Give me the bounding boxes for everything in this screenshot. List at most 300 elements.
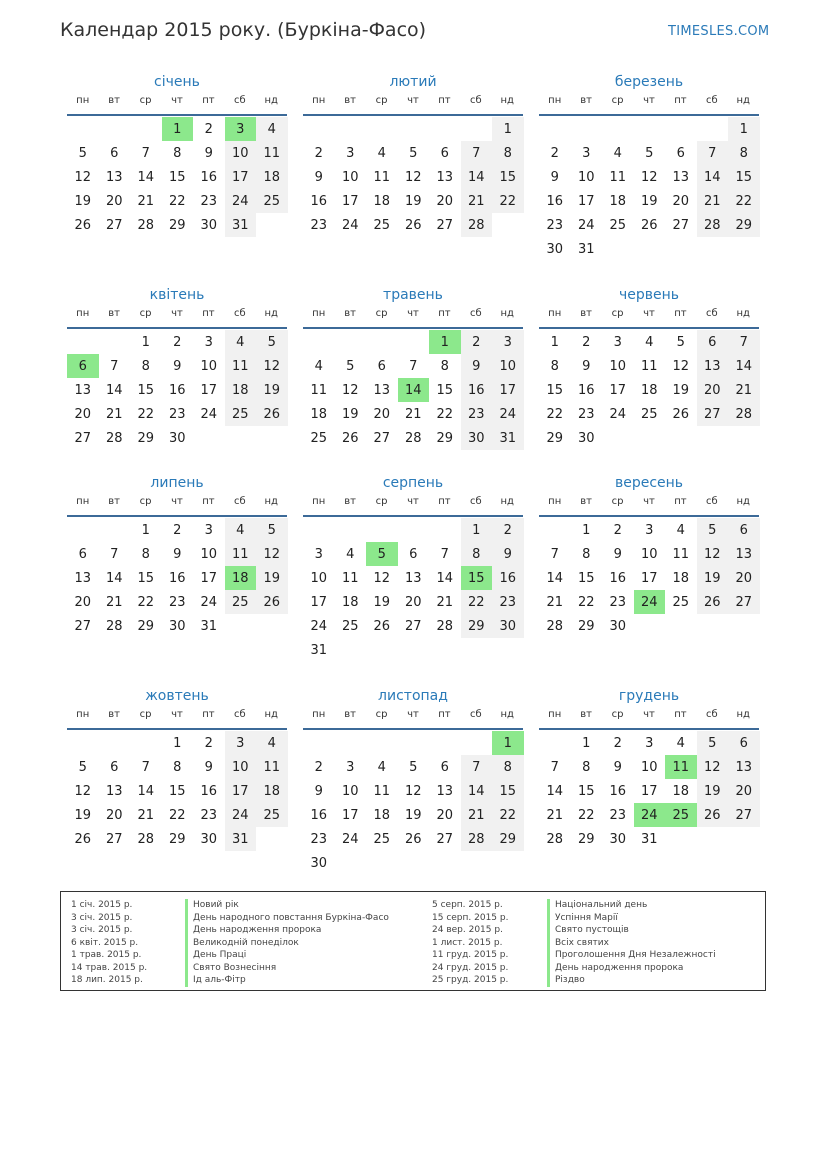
legend-dates-right <box>432 899 508 987</box>
day-cell: 30 <box>461 426 493 450</box>
day-cell: 7 <box>550 546 559 562</box>
empty-cell <box>665 117 697 141</box>
holiday-day-cell: 3 <box>225 117 257 141</box>
day-cell: 14 <box>436 570 454 586</box>
day-cell: 23 <box>200 193 218 209</box>
empty-cell <box>335 731 367 755</box>
day-cell: 25 <box>256 189 288 213</box>
day-cell: 29 <box>137 618 155 634</box>
day-cell: 24 <box>492 402 524 426</box>
day-cell: 1 <box>582 522 591 538</box>
day-cell: 27 <box>728 590 760 614</box>
empty-cell <box>398 518 430 542</box>
day-cell: 13 <box>74 570 92 586</box>
weekday-header <box>303 496 523 510</box>
day-cell: 5 <box>409 759 418 775</box>
day-cell: 20 <box>74 594 92 610</box>
month-name: січень <box>154 74 200 90</box>
day-cell: 14 <box>546 783 564 799</box>
day-cell: 28 <box>546 618 564 634</box>
day-cell: 10 <box>609 358 627 374</box>
day-cell: 20 <box>105 807 123 823</box>
month-name: жовтень <box>145 688 209 704</box>
month-rule <box>303 728 523 730</box>
day-cell: 31 <box>200 618 218 634</box>
month-3 <box>539 74 759 261</box>
weekday-label: пн <box>76 709 90 720</box>
legend-date: 11 груд. 2015 р. <box>432 950 509 960</box>
day-cell: 27 <box>436 831 454 847</box>
month-name: вересень <box>614 475 684 491</box>
day-cell: 26 <box>640 217 658 233</box>
day-cell: 10 <box>225 141 257 165</box>
day-cell: 25 <box>310 430 328 446</box>
day-cell: 13 <box>436 169 454 185</box>
day-cell: 3 <box>613 334 622 350</box>
day-cell: 4 <box>613 145 622 161</box>
weekday-label: сб <box>469 709 482 720</box>
day-cell: 14 <box>461 779 493 803</box>
month-name: липень <box>150 475 204 491</box>
day-cell: 7 <box>409 358 418 374</box>
day-cell: 16 <box>310 807 328 823</box>
legend-holiday-name: Свято Вознесіння <box>185 962 389 975</box>
day-cell: 29 <box>577 831 595 847</box>
empty-cell <box>429 731 461 755</box>
day-cell: 28 <box>404 430 422 446</box>
holiday-day-cell: 6 <box>67 354 99 378</box>
day-cell: 3 <box>204 334 213 350</box>
day-cell: 6 <box>440 145 449 161</box>
day-cell: 18 <box>341 594 359 610</box>
day-cell: 14 <box>728 354 760 378</box>
day-cell: 27 <box>728 803 760 827</box>
day-cell: 24 <box>341 217 359 233</box>
weekday-label: сб <box>469 496 482 507</box>
day-cell: 29 <box>546 430 564 446</box>
day-cell: 11 <box>640 358 658 374</box>
day-cell: 17 <box>310 594 328 610</box>
month-6 <box>539 287 759 450</box>
weekday-label: ср <box>375 95 388 106</box>
day-cell: 25 <box>672 594 690 610</box>
day-cell: 4 <box>256 731 288 755</box>
day-cell: 12 <box>697 755 729 779</box>
day-cell: 6 <box>728 518 760 542</box>
day-cell: 1 <box>141 522 150 538</box>
day-cell: 7 <box>141 145 150 161</box>
weekday-label: нд <box>500 496 514 507</box>
day-cell: 30 <box>168 618 186 634</box>
day-cell: 26 <box>697 590 729 614</box>
day-cell: 21 <box>728 378 760 402</box>
day-cell: 13 <box>672 169 690 185</box>
day-cell: 19 <box>74 193 92 209</box>
weekday-label: ср <box>375 496 388 507</box>
month-rule <box>67 515 287 517</box>
weekday-header <box>303 95 523 109</box>
day-cell: 11 <box>341 570 359 586</box>
day-cell: 22 <box>728 189 760 213</box>
day-cell: 11 <box>225 354 257 378</box>
day-cell: 3 <box>492 330 524 354</box>
day-cell: 16 <box>200 783 218 799</box>
weekday-label: чт <box>171 709 183 720</box>
day-cell: 11 <box>373 169 391 185</box>
day-cell: 8 <box>582 546 591 562</box>
day-cell: 12 <box>256 542 288 566</box>
day-cell: 3 <box>346 759 355 775</box>
holiday-day-cell: 15 <box>461 566 493 590</box>
day-cell: 6 <box>409 546 418 562</box>
day-cell: 14 <box>105 570 123 586</box>
day-cell: 2 <box>492 518 524 542</box>
weekday-header <box>303 308 523 322</box>
day-cell: 21 <box>137 193 155 209</box>
weekday-label: ср <box>139 709 152 720</box>
day-cell: 30 <box>492 614 524 638</box>
day-cell: 5 <box>409 145 418 161</box>
month-rule <box>539 515 759 517</box>
day-cell: 15 <box>168 783 186 799</box>
day-cell: 2 <box>314 145 323 161</box>
day-cell: 10 <box>341 169 359 185</box>
empty-cell <box>335 330 367 354</box>
day-cell: 25 <box>609 217 627 233</box>
day-cell: 3 <box>645 735 654 751</box>
empty-cell <box>99 117 131 141</box>
weekday-label: пт <box>202 308 215 319</box>
day-cell: 30 <box>609 831 627 847</box>
day-cell: 9 <box>613 546 622 562</box>
day-cell: 26 <box>256 590 288 614</box>
day-cell: 27 <box>672 217 690 233</box>
day-cell: 25 <box>373 831 391 847</box>
day-cell: 14 <box>461 165 493 189</box>
day-cell: 6 <box>110 145 119 161</box>
day-cell: 21 <box>436 594 454 610</box>
brand-link[interactable]: TIMESLES.COM <box>668 24 770 39</box>
day-cell: 28 <box>461 213 493 237</box>
day-cell: 15 <box>728 165 760 189</box>
day-cell: 15 <box>546 382 564 398</box>
day-cell: 22 <box>461 590 493 614</box>
empty-cell <box>366 518 398 542</box>
day-cell: 31 <box>577 241 595 257</box>
day-cell: 7 <box>697 141 729 165</box>
day-cell: 30 <box>200 831 218 847</box>
weekday-label: пт <box>674 709 687 720</box>
day-cell: 18 <box>310 406 328 422</box>
weekday-label: чт <box>643 709 655 720</box>
month-11 <box>303 688 523 875</box>
month-1 <box>67 74 287 237</box>
weekday-header <box>67 308 287 322</box>
day-cell: 28 <box>461 827 493 851</box>
day-cell: 25 <box>225 590 257 614</box>
day-cell: 4 <box>225 330 257 354</box>
day-cell: 23 <box>200 807 218 823</box>
day-cell: 24 <box>225 189 257 213</box>
weekday-label: чт <box>171 95 183 106</box>
day-cell: 19 <box>341 406 359 422</box>
day-cell: 10 <box>640 546 658 562</box>
day-cell: 20 <box>436 807 454 823</box>
day-cell: 26 <box>74 831 92 847</box>
day-cell: 3 <box>582 145 591 161</box>
day-cell: 18 <box>373 807 391 823</box>
day-cell: 17 <box>200 570 218 586</box>
weekday-label: нд <box>264 95 278 106</box>
legend-date: 1 січ. 2015 р. <box>71 900 133 910</box>
day-grid <box>539 731 759 851</box>
day-cell: 2 <box>461 330 493 354</box>
day-cell: 4 <box>377 145 386 161</box>
weekday-label: вт <box>580 496 592 507</box>
day-cell: 10 <box>640 759 658 775</box>
day-cell: 13 <box>105 169 123 185</box>
day-cell: 8 <box>173 145 182 161</box>
legend-dates-left <box>71 899 147 987</box>
day-cell: 24 <box>200 406 218 422</box>
legend-date: 25 груд. 2015 р. <box>432 975 509 985</box>
day-cell: 2 <box>550 145 559 161</box>
day-cell: 28 <box>546 831 564 847</box>
day-cell: 23 <box>310 217 328 233</box>
day-cell: 12 <box>74 783 92 799</box>
day-cell: 20 <box>672 193 690 209</box>
weekday-label: чт <box>643 496 655 507</box>
day-cell: 15 <box>577 783 595 799</box>
day-cell: 17 <box>341 193 359 209</box>
day-cell: 11 <box>310 382 328 398</box>
day-cell: 17 <box>577 193 595 209</box>
day-grid <box>67 330 287 450</box>
weekday-label: нд <box>264 496 278 507</box>
weekday-label: ср <box>139 308 152 319</box>
day-cell: 13 <box>105 783 123 799</box>
day-cell: 11 <box>225 542 257 566</box>
day-cell: 25 <box>225 402 257 426</box>
day-cell: 16 <box>461 378 493 402</box>
day-cell: 9 <box>173 546 182 562</box>
month-rule <box>539 327 759 329</box>
month-name: червень <box>618 287 680 303</box>
day-cell: 23 <box>577 406 595 422</box>
weekday-header <box>303 709 523 723</box>
weekday-label: пн <box>312 496 326 507</box>
holiday-legend <box>60 891 766 991</box>
weekday-label: пн <box>312 308 326 319</box>
empty-cell <box>697 117 729 141</box>
weekday-label: ср <box>139 496 152 507</box>
empty-cell <box>67 330 99 354</box>
day-cell: 30 <box>609 618 627 634</box>
month-rule <box>303 327 523 329</box>
day-cell: 6 <box>78 546 87 562</box>
holiday-day-cell: 25 <box>665 803 697 827</box>
day-grid <box>303 518 523 662</box>
day-cell: 7 <box>461 755 493 779</box>
day-cell: 5 <box>78 759 87 775</box>
day-cell: 15 <box>577 570 595 586</box>
day-cell: 15 <box>168 169 186 185</box>
empty-cell <box>539 731 571 755</box>
month-5 <box>303 287 523 450</box>
month-8 <box>303 475 523 662</box>
day-cell: 24 <box>341 831 359 847</box>
day-cell: 1 <box>492 117 524 141</box>
day-cell: 16 <box>609 783 627 799</box>
legend-date: 24 груд. 2015 р. <box>432 962 509 973</box>
month-rule <box>539 114 759 116</box>
day-cell: 1 <box>461 518 493 542</box>
day-cell: 28 <box>105 430 123 446</box>
day-cell: 5 <box>256 330 288 354</box>
day-cell: 1 <box>582 735 591 751</box>
month-name: березень <box>614 74 684 90</box>
day-cell: 8 <box>440 358 449 374</box>
day-cell: 20 <box>404 594 422 610</box>
weekday-header <box>539 95 759 109</box>
weekday-label: чт <box>171 496 183 507</box>
day-cell: 22 <box>168 193 186 209</box>
weekday-label: сб <box>705 308 718 319</box>
day-cell: 26 <box>404 831 422 847</box>
weekday-label: нд <box>500 709 514 720</box>
legend-date: 3 січ. 2015 р. <box>71 925 133 935</box>
day-cell: 18 <box>672 570 690 586</box>
day-cell: 21 <box>404 406 422 422</box>
day-cell: 8 <box>492 755 524 779</box>
day-cell: 20 <box>697 378 729 402</box>
weekday-label: пн <box>548 95 562 106</box>
day-cell: 4 <box>225 518 257 542</box>
day-cell: 20 <box>74 406 92 422</box>
day-cell: 23 <box>168 406 186 422</box>
day-grid <box>67 518 287 638</box>
weekday-label: чт <box>171 308 183 319</box>
day-cell: 22 <box>546 406 564 422</box>
legend-date: 3 січ. 2015 р. <box>71 912 133 923</box>
weekday-label: нд <box>500 95 514 106</box>
day-cell: 13 <box>74 382 92 398</box>
weekday-label: пн <box>548 308 562 319</box>
day-cell: 17 <box>341 807 359 823</box>
day-cell: 26 <box>697 803 729 827</box>
day-cell: 18 <box>640 382 658 398</box>
day-cell: 29 <box>728 213 760 237</box>
empty-cell <box>539 117 571 141</box>
day-cell: 22 <box>168 807 186 823</box>
day-cell: 19 <box>373 594 391 610</box>
day-cell: 23 <box>168 594 186 610</box>
day-cell: 15 <box>137 382 155 398</box>
day-cell: 23 <box>609 807 627 823</box>
day-cell: 9 <box>492 542 524 566</box>
empty-cell <box>429 117 461 141</box>
empty-cell <box>99 731 131 755</box>
month-name: лютий <box>389 74 437 90</box>
weekday-label: чт <box>643 95 655 106</box>
empty-cell <box>461 117 493 141</box>
day-cell: 23 <box>492 590 524 614</box>
day-cell: 9 <box>204 145 213 161</box>
day-cell: 26 <box>404 217 422 233</box>
day-cell: 12 <box>373 570 391 586</box>
weekday-label: вт <box>344 496 356 507</box>
day-cell: 5 <box>697 518 729 542</box>
month-name: травень <box>383 287 443 303</box>
day-cell: 20 <box>728 566 760 590</box>
weekday-label: сб <box>233 496 246 507</box>
legend-holiday-name: Свято пустощів <box>547 924 716 937</box>
holiday-day-cell: 24 <box>634 803 666 827</box>
day-cell: 21 <box>461 189 493 213</box>
weekday-label: ср <box>139 95 152 106</box>
day-cell: 4 <box>676 735 685 751</box>
weekday-label: сб <box>233 95 246 106</box>
day-cell: 17 <box>640 783 658 799</box>
day-cell: 25 <box>341 618 359 634</box>
day-cell: 12 <box>74 169 92 185</box>
weekday-header <box>539 496 759 510</box>
day-cell: 10 <box>225 755 257 779</box>
day-cell: 20 <box>436 193 454 209</box>
empty-cell <box>366 330 398 354</box>
day-cell: 19 <box>74 807 92 823</box>
empty-cell <box>398 731 430 755</box>
holiday-day-cell: 1 <box>162 117 194 141</box>
day-cell: 16 <box>168 570 186 586</box>
empty-cell <box>429 518 461 542</box>
weekday-label: пн <box>76 308 90 319</box>
day-cell: 2 <box>204 121 213 137</box>
day-grid <box>303 330 523 450</box>
day-cell: 16 <box>546 193 564 209</box>
weekday-label: вт <box>580 95 592 106</box>
empty-cell <box>398 330 430 354</box>
weekday-label: пт <box>438 95 451 106</box>
day-cell: 4 <box>676 522 685 538</box>
weekday-label: вт <box>580 308 592 319</box>
day-cell: 17 <box>640 570 658 586</box>
legend-holiday-name: Національний день <box>547 899 716 912</box>
day-cell: 30 <box>577 430 595 446</box>
day-cell: 5 <box>346 358 355 374</box>
day-cell: 28 <box>436 618 454 634</box>
day-cell: 22 <box>436 406 454 422</box>
empty-cell <box>130 117 162 141</box>
weekday-label: сб <box>469 308 482 319</box>
day-cell: 13 <box>436 783 454 799</box>
legend-names-right <box>547 899 716 987</box>
weekday-label: пт <box>674 308 687 319</box>
holiday-day-cell: 18 <box>225 566 257 590</box>
day-cell: 4 <box>645 334 654 350</box>
day-cell: 2 <box>314 759 323 775</box>
day-cell: 9 <box>204 759 213 775</box>
day-cell: 27 <box>373 430 391 446</box>
legend-names-left <box>185 899 389 987</box>
day-cell: 28 <box>137 831 155 847</box>
day-cell: 19 <box>404 193 422 209</box>
day-cell: 10 <box>341 783 359 799</box>
day-grid <box>67 731 287 851</box>
weekday-header <box>539 308 759 322</box>
day-cell: 24 <box>225 803 257 827</box>
weekday-label: вт <box>580 709 592 720</box>
